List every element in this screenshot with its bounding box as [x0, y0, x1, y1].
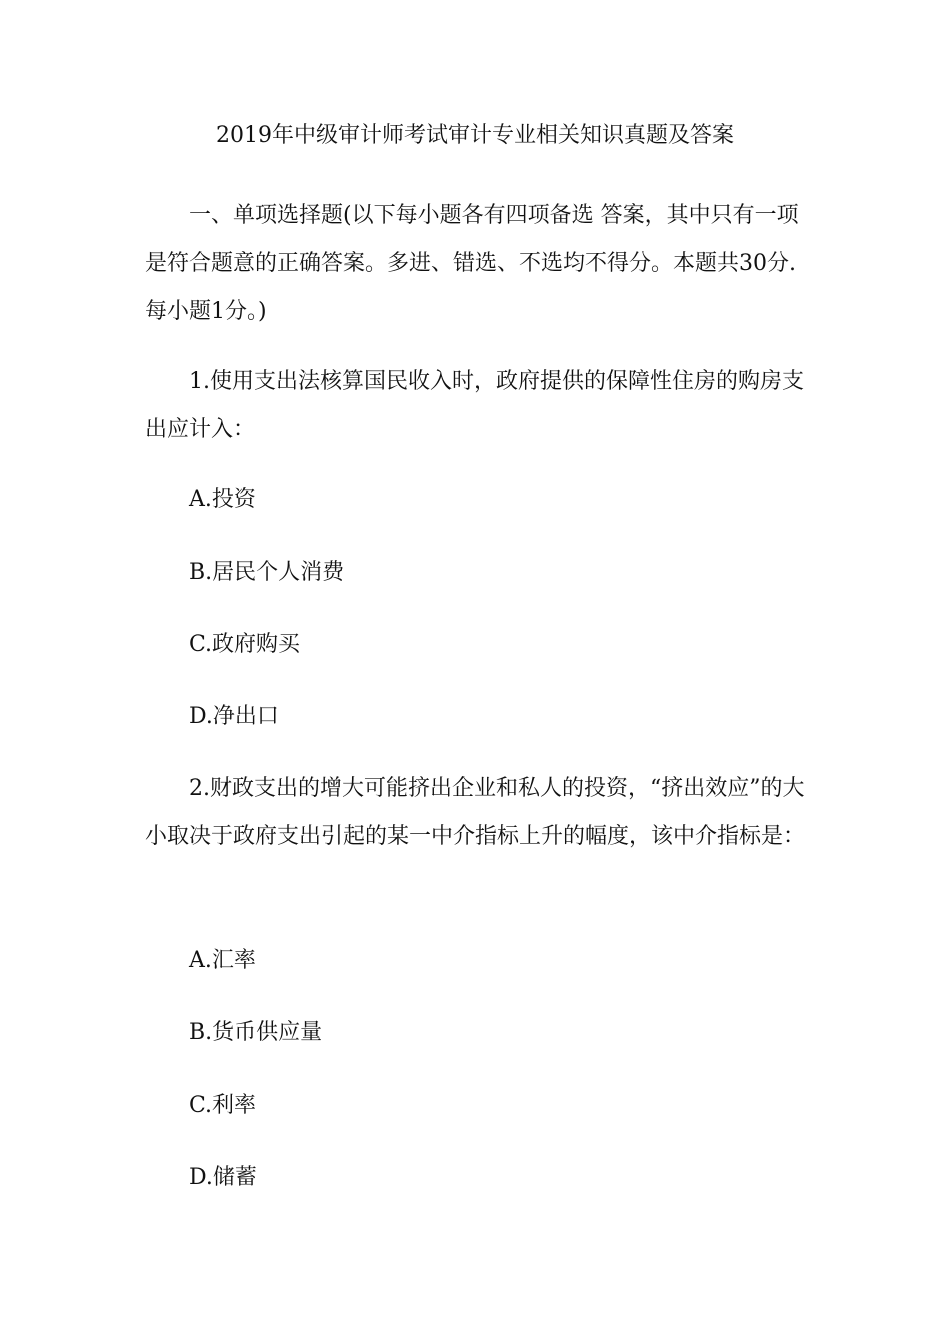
question-2-option-c: C.利率: [189, 1093, 257, 1118]
question-2: 2.财政支出的增大可能挤出企业和私人的投资，“挤出效应”的大小取决于政府支出引起的某一中介指标上升的幅度，该中介指标是：: [145, 776, 806, 849]
question-1-option-a: A.投资: [189, 487, 256, 512]
document-title: 2019年中级审计师考试审计专业相关知识真题及答案: [216, 123, 734, 148]
question-1-option-d: D.净出口: [189, 704, 279, 729]
question-2-option-b: B.货币供应量: [189, 1020, 323, 1045]
question-1: 1.使用支出法核算国民收入时，政府提供的保障性住房的购房支出应计入：: [145, 369, 804, 442]
section-intro: 一、单项选择题(以下每小题各有四项备选 答案，其中只有一项是符合题意的正确答案。多进、错选、不选均不得分。本题共30分.每小题1分。): [145, 203, 799, 324]
question-1-option-c: C.政府购买: [189, 632, 301, 657]
question-2-option-a: A.汇率: [189, 948, 256, 973]
question-1-option-b: B.居民个人消费: [189, 560, 345, 585]
question-2-option-d: D.储蓄: [189, 1165, 257, 1190]
